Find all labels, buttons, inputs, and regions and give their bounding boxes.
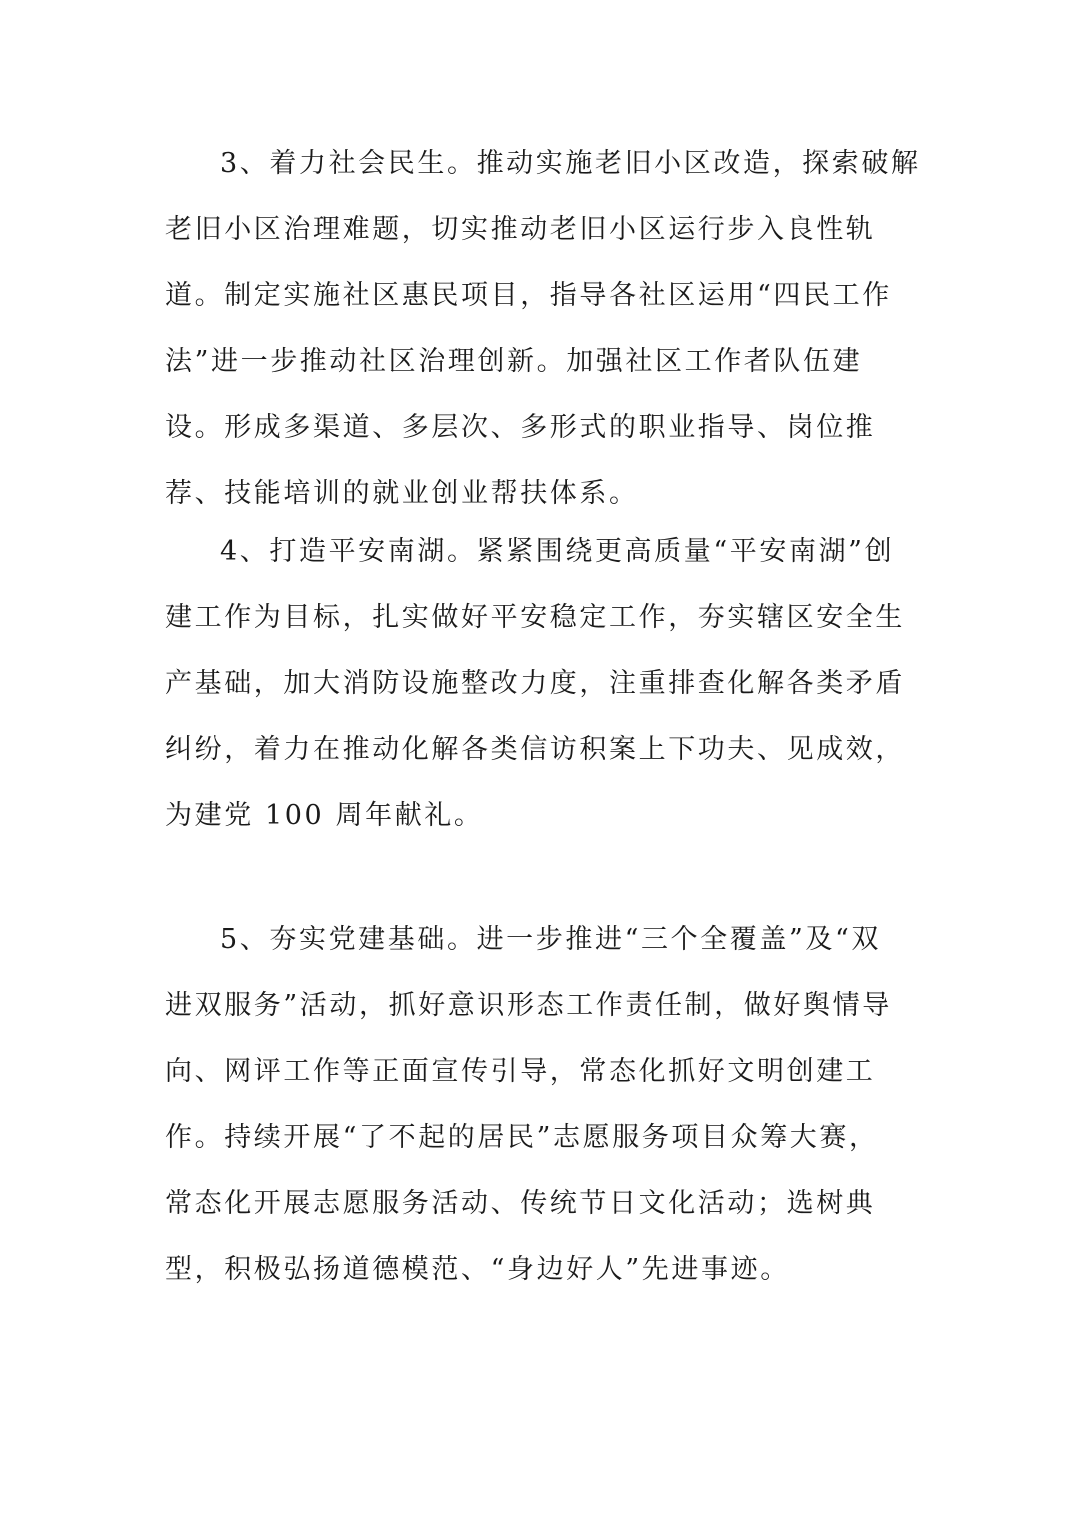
paragraph-line: 型，积极弘扬道德模范、“身边好人”先进事迹。 [165,1254,790,1285]
paragraph-line: 纠纷，着力在推动化解各类信访积案上下功夫、见成效， [165,734,905,765]
paragraph-line: 荐、技能培训的就业创业帮扶体系。 [165,478,639,509]
paragraph-line: 作。持续开展“了不起的居民”志愿服务项目众筹大赛， [165,1122,879,1153]
paragraph-line: 老旧小区治理难题，切实推动老旧小区运行步入良性轨 [165,214,876,245]
paragraph-line: 进双服务”活动，抓好意识形态工作责任制，做好舆情导 [165,990,892,1021]
paragraph-line: 法”进一步推动社区治理创新。加强社区工作者队伍建 [165,346,863,377]
paragraph-party-building [165,907,905,1303]
paragraph-line: 道。制定实施社区惠民项目，指导各社区运用“四民工作 [165,280,892,311]
paragraph-line: 4、打造平安南湖。紧紧围绕更高质量“平安南湖”创 [220,536,895,567]
paragraph-safe-nanhu [165,519,905,849]
paragraph-line: 设。形成多渠道、多层次、多形式的职业指导、岗位推 [165,412,876,443]
paragraph-line: 为建党 100 周年献礼。 [165,800,484,831]
paragraph-line: 建工作为目标，扎实做好平安稳定工作，夯实辖区安全生 [165,602,905,633]
paragraph-line: 5、夯实党建基础。进一步推进“三个全覆盖”及“双 [220,924,881,955]
paragraph-line: 向、网评工作等正面宣传引导，常态化抓好文明创建工 [165,1056,876,1087]
paragraph-line: 3、着力社会民生。推动实施老旧小区改造，探索破解 [220,148,921,179]
paragraph-line: 产基础，加大消防设施整改力度，注重排查化解各类矛盾 [165,668,905,699]
paragraph-line: 常态化开展志愿服务活动、传统节日文化活动；选树典 [165,1188,876,1219]
paragraph-social-livelihood [165,131,921,527]
